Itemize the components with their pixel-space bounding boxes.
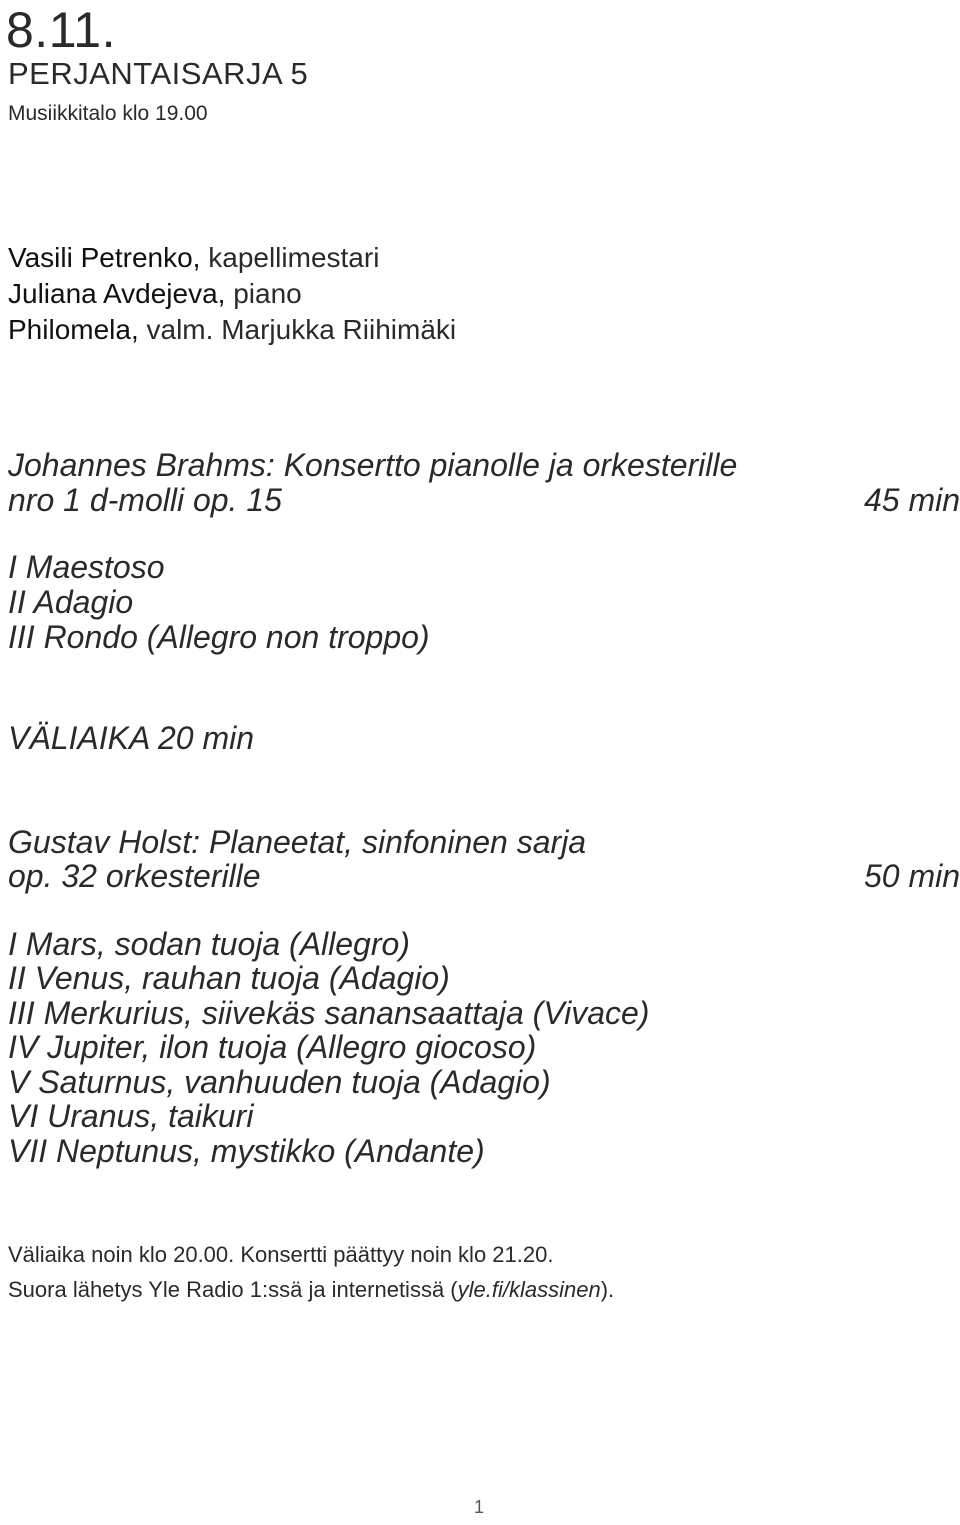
- performer-conductor: [8, 240, 456, 276]
- work-title-brahms: Johannes Brahms: Konsertto pianolle ja orkesterille: [8, 447, 738, 483]
- performer-name: Juliana Avdejeva,: [8, 278, 226, 309]
- performer-role: piano: [225, 278, 302, 309]
- performer-soloist: [8, 276, 456, 312]
- movement-item: III Rondo (Allegro non troppo): [8, 619, 430, 655]
- broadcast-text-end: ).: [600, 1277, 615, 1302]
- performers-list: [8, 240, 456, 348]
- movement-item: I Mars, sodan tuoja (Allegro): [8, 926, 410, 962]
- work-title-brahms-line2: nro 1 d-molli op. 15: [8, 482, 282, 518]
- movement-item: III Merkurius, siivekäs sanansaattaja (Vivace): [8, 995, 650, 1031]
- footer-times: Väliaika noin klo 20.00. Konsertti päättyy noin klo 21.20.: [8, 1242, 554, 1267]
- performer-name: Vasili Petrenko,: [8, 242, 201, 273]
- broadcast-text: Suora lähetys Yle Radio 1:ssä ja internetissä (: [8, 1277, 458, 1302]
- movement-item: VII Neptunus, mystikko (Andante): [8, 1133, 485, 1169]
- movement-item: IV Jupiter, ilon tuoja (Allegro giocoso): [8, 1029, 537, 1065]
- movement-item: I Maestoso: [8, 549, 165, 585]
- concert-series: PERJANTAISARJA 5: [8, 56, 309, 91]
- work-duration-holst: 50 min: [863, 858, 960, 894]
- performer-role: valm. Marjukka Riihimäki: [138, 314, 457, 345]
- performer-name: Philomela,: [8, 314, 139, 345]
- movement-item: II Venus, rauhan tuoja (Adagio): [8, 960, 450, 996]
- work-duration-brahms: 45 min: [863, 482, 960, 518]
- work-title-holst-line2: op. 32 orkesterille: [8, 858, 261, 894]
- movement-item: VI Uranus, taikuri: [8, 1098, 254, 1134]
- performer-choir: [8, 312, 456, 348]
- movement-item: II Adagio: [8, 584, 134, 620]
- concert-date: 8.11.: [6, 2, 116, 58]
- performer-role: kapellimestari: [200, 242, 380, 273]
- venue-time: Musiikkitalo klo 19.00: [8, 102, 208, 125]
- intermission-label: VÄLIAIKA 20 min: [8, 720, 255, 756]
- work-title-holst: Gustav Holst: Planeetat, sinfoninen sarja: [8, 824, 587, 860]
- footer-broadcast: [8, 1276, 614, 1304]
- broadcast-link[interactable]: yle.fi/klassinen: [457, 1277, 601, 1302]
- page-number: 1: [474, 1497, 485, 1517]
- movement-item: V Saturnus, vanhuuden tuoja (Adagio): [8, 1064, 551, 1100]
